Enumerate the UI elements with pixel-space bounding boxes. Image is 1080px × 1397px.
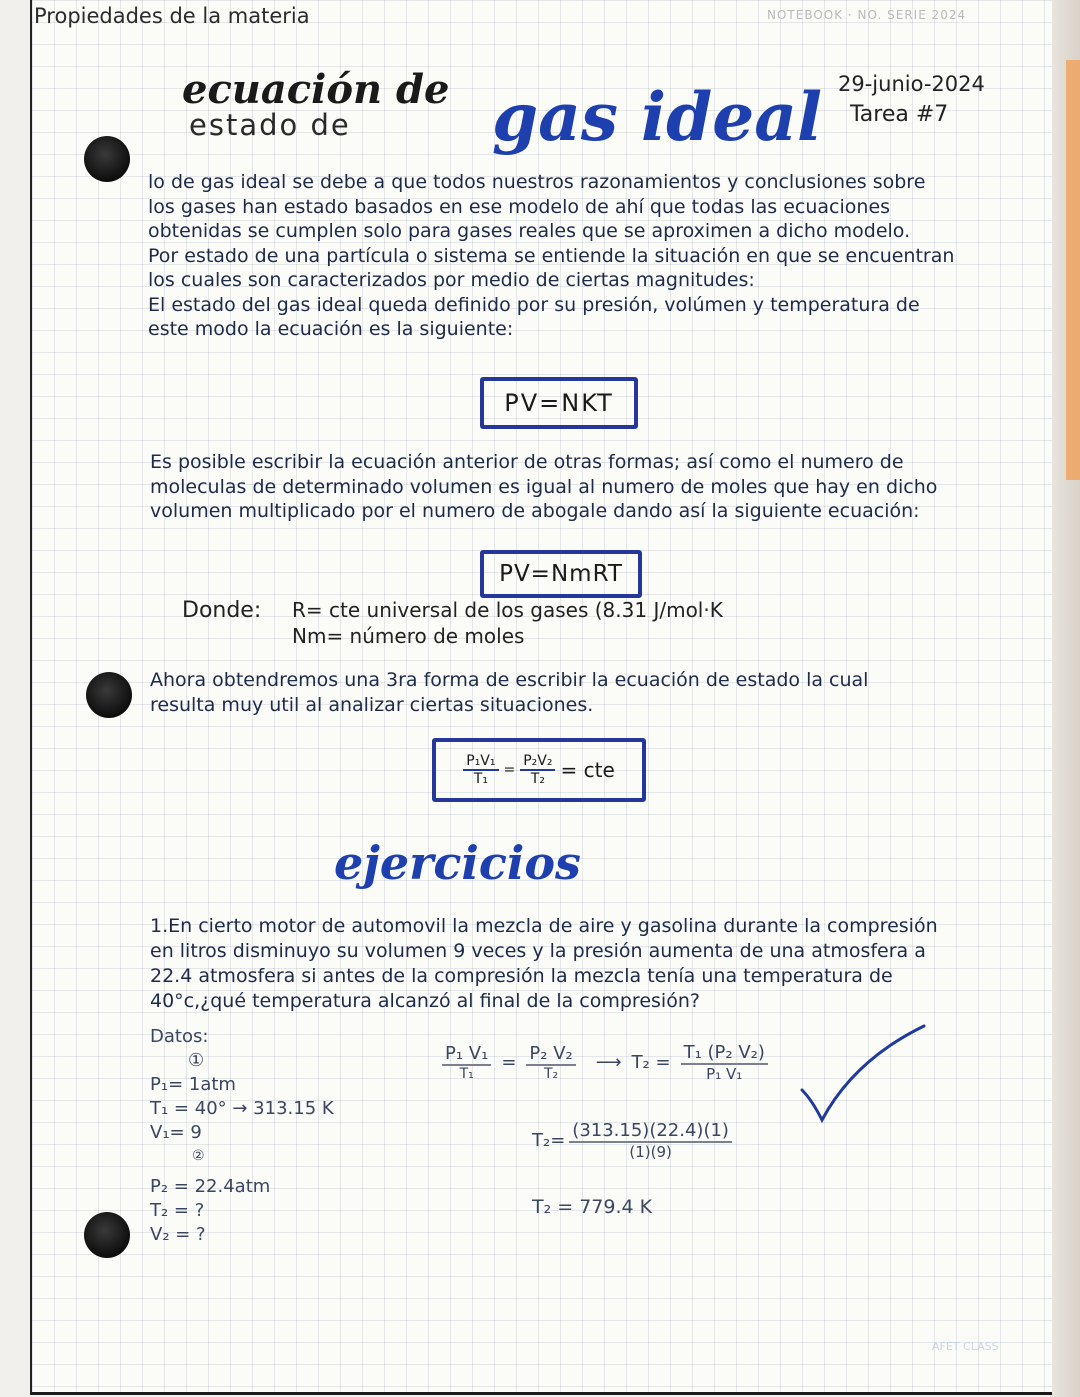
exercises-heading: ejercicios <box>334 836 581 890</box>
paragraph-3-line: resulta muy util al analizar ciertas situaciones. <box>150 693 594 716</box>
paragraph-2-line: Es posible escribir la ecuación anterior de otras formas; así como el numero de <box>150 451 904 473</box>
sol-t2-den: P₁ V₁ <box>706 1065 743 1083</box>
eq3-rhs: = cte <box>560 758 615 782</box>
tab-edge <box>1066 60 1080 480</box>
eq3-equals: = <box>503 762 516 778</box>
sol-sub-den: (1)(9) <box>629 1143 672 1161</box>
equation-box-3 <box>432 738 646 802</box>
sol-f2-den: T₂ <box>544 1066 559 1082</box>
paragraph-2-line: volumen multiplicado por el numero de abogale dando así la siguiente ecuación: <box>150 500 920 522</box>
title-line-2: estado de <box>189 108 351 142</box>
sol-arrow: ⟶ <box>595 1052 622 1073</box>
state-1-marker: ① <box>188 1050 205 1071</box>
datos-p1: P₁= 1atm <box>150 1074 236 1095</box>
check-mark-icon <box>794 1020 934 1130</box>
title-main: gas ideal <box>492 78 823 156</box>
assignment-label: Tarea #7 <box>850 102 949 127</box>
sol-f1-num: P₁ V₁ <box>442 1043 491 1066</box>
equation-2: PV=NmRT <box>499 561 623 587</box>
nm-definition: Nm= número de moles <box>292 624 525 648</box>
equation-1: PV=NKT <box>504 389 614 417</box>
notebook-page <box>30 0 1052 1395</box>
datos-t1: T₁ = 40° → 313.15 K <box>150 1098 334 1119</box>
datos-p2: P₂ = 22.4atm <box>150 1176 271 1197</box>
eq3-fraction-1 <box>463 753 498 787</box>
state-2-marker: ② <box>192 1148 205 1164</box>
solution-result: T₂ = 779.4 K <box>532 1196 653 1218</box>
problem-1 <box>150 914 938 1014</box>
intro-line: este modo la ecuación es la siguiente: <box>148 318 514 340</box>
eq3-den-2: T₂ <box>530 771 545 787</box>
subject-label: Propiedades de la materia <box>34 4 310 28</box>
paragraph-2 <box>150 450 937 524</box>
intro-line: Por estado de una partícula o sistema se entiende la situación en que se encuentran <box>148 244 955 267</box>
where-label: Donde: <box>182 598 262 623</box>
equation-box-2 <box>480 550 642 598</box>
paragraph-2-line: moleculas de determinado volumen es igual al numero de moles que hay en dicho <box>150 475 938 498</box>
eq3-num-1: P₁V₁ <box>463 753 498 771</box>
intro-line: los gases han estado basados en ese modelo de ahí que todas las ecuaciones <box>148 195 891 218</box>
sol-sub-lhs: T₂= <box>532 1130 566 1151</box>
eq3-fraction-2 <box>520 753 555 787</box>
eq3-num-2: P₂V₂ <box>520 753 555 771</box>
datos-v2: V₂ = ? <box>150 1224 206 1245</box>
datos-t2: T₂ = ? <box>150 1200 205 1221</box>
sol-f2-num: P₂ V₂ <box>526 1043 575 1066</box>
r-definition: R= cte universal de los gases (8.31 J/mol·K <box>292 598 723 622</box>
corner-faint-text: NOTEBOOK · NO. SERIE 2024 <box>767 8 967 22</box>
sol-t2-lhs: T₂ = <box>631 1052 671 1073</box>
intro-line: El estado del gas ideal queda definido por su presión, volúmen y temperatura de <box>148 293 920 316</box>
sol-t2-num: T₁ (P₂ V₂) <box>681 1042 768 1065</box>
problem-line: 40°c,¿qué temperatura alcanzó al final de la compresión? <box>150 990 700 1012</box>
sol-equals: = <box>501 1052 517 1073</box>
datos-label: Datos: <box>150 1026 209 1047</box>
intro-line: obtenidas se cumplen solo para gases reales que se aproximen a dicho modelo. <box>148 220 911 242</box>
paragraph-3-line: Ahora obtendremos una 3ra forma de escribir la ecuación de estado la cual <box>150 669 869 691</box>
problem-line: 1.En cierto motor de automovil la mezcla de aire y gasolina durante la compresión <box>150 915 938 937</box>
equation-box-1 <box>480 377 638 429</box>
solution-combined-law <box>442 1042 768 1083</box>
intro-line: los cuales son caracterizados por medio de ciertas magnitudes: <box>148 269 755 291</box>
sol-sub-num: (313.15)(22.4)(1) <box>569 1120 732 1143</box>
binder-hole-2 <box>86 672 132 718</box>
problem-line: 22.4 atmosfera si antes de la compresión la mezcla tenía una temperatura de <box>150 965 893 987</box>
binder-hole-3 <box>84 1212 130 1258</box>
paragraph-3 <box>150 668 868 717</box>
datos-v1: V₁= 9 <box>150 1122 202 1143</box>
problem-line: en litros disminuyo su volumen 9 veces y la presión aumenta de una atmosfera a <box>150 940 926 962</box>
binder-hole-1 <box>84 136 130 182</box>
sol-f1-den: T₁ <box>459 1066 474 1082</box>
solution-substitution <box>532 1120 732 1161</box>
title-line-1: ecuación de <box>182 66 450 113</box>
date-label: 29-junio-2024 <box>838 72 985 96</box>
intro-paragraph <box>148 170 954 342</box>
eq3-den-1: T₁ <box>473 771 488 787</box>
footer-mark: AFET CLASS <box>932 1340 999 1353</box>
intro-line: lo de gas ideal se debe a que todos nuestros razonamientos y conclusiones sobre <box>148 171 926 193</box>
